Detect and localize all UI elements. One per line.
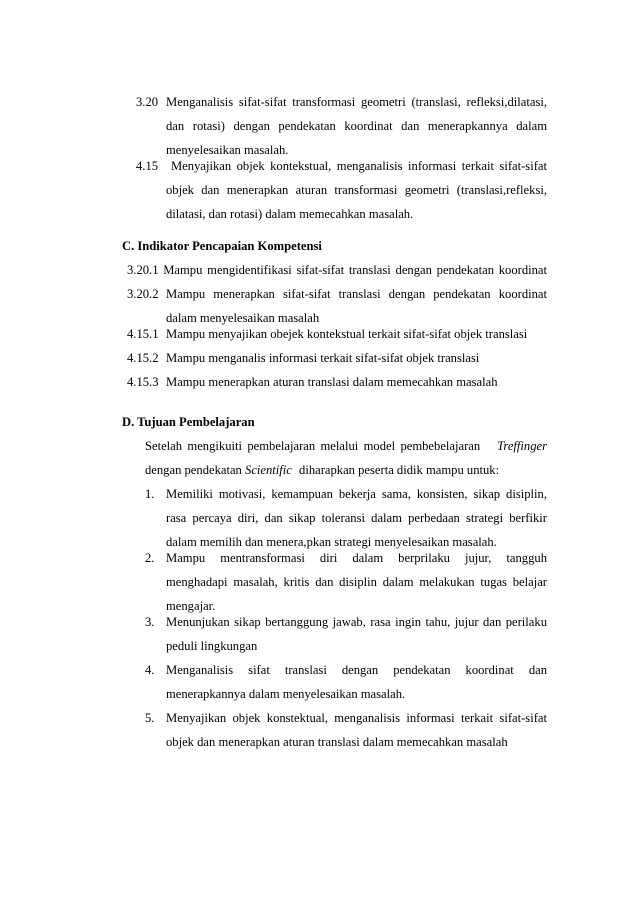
indicator-number: 3.20.2 — [127, 287, 159, 301]
goal-line: dalam memilih dan menera,pkan strategi menyelesaikan masalah. — [166, 535, 497, 549]
goal-line: Menyajikan objek konstektual, menganalisis informasi terkait sifat-sifat — [166, 711, 547, 725]
intro-text: dengan pendekatan — [145, 463, 242, 477]
goal-line: Memiliki motivasi, kemampuan bekerja sama, konsisten, sikap disiplin, — [166, 487, 547, 501]
indicator-line: 3.20.1 Mampu mengidentifikasi sifat-sifat translasi dengan pendekatan koordinat — [127, 263, 547, 277]
goal-line: menerapkannya dalam menyelesaikan masalah. — [166, 687, 406, 701]
goal-line: objek dan menerapkan aturan translasi dalam memecahkan masalah — [166, 735, 508, 749]
intro-text: Setelah mengikuiti pembelajaran melalui model pembebelajaran — [145, 439, 481, 453]
indicator-line: Mampu menganalis informasi terkait sifat-sifat objek translasi — [166, 351, 480, 365]
indicator-number: 4.15.3 — [127, 375, 159, 389]
kd-number: 3.20 — [136, 95, 159, 109]
section-heading: C. Indikator Pencapaian Kompetensi — [122, 239, 322, 253]
intro-approach-name: Scientific — [245, 463, 292, 477]
goal-line: mengajar. — [166, 599, 216, 613]
indicator-line: Mampu menerapkan sifat-sifat translasi dengan pendekatan koordinat — [166, 287, 547, 301]
goal-number: 4. — [145, 663, 155, 677]
indicator-line: dalam menyelesaikan masalah — [166, 311, 320, 325]
indicator-number: 4.15.1 — [127, 327, 159, 341]
goal-line: Menganalisis sifat translasi dengan pendekatan koordinat dan — [166, 663, 547, 677]
goal-number: 2. — [145, 551, 155, 565]
section-heading: D. Tujuan Pembelajaran — [122, 415, 255, 429]
intro-line — [145, 462, 499, 478]
intro-model-name: Treffinger — [497, 439, 547, 453]
intro-text: diharapkan peserta didik mampu untuk: — [299, 463, 500, 477]
indicator-line: Mampu menerapkan aturan translasi dalam memecahkan masalah — [166, 375, 498, 389]
goal-line: rasa percaya diri, dan sikap toleransi dalam perbedaan strategi berfikir — [166, 511, 547, 525]
goal-line: menghadapi masalah, kritis dan disiplin dalam melakukan tugas belajar — [166, 575, 547, 589]
kd-text-line: Menyajikan objek kontekstual, menganalisis informasi terkait sifat-sifat — [171, 159, 547, 173]
kd-text-line: Menganalisis sifat-sifat transformasi geometri (translasi, refleksi,dilatasi, — [166, 95, 547, 109]
goal-number: 1. — [145, 487, 155, 501]
goal-line: peduli lingkungan — [166, 639, 258, 653]
kd-text-line: dan rotasi) dengan pendekatan koordinat dan menerapkannya dalam — [166, 119, 547, 133]
kd-text-line: menyelesaikan masalah. — [166, 143, 289, 157]
goal-line: Mampu mentransformasi diri dalam berprilaku jujur, tangguh — [166, 551, 547, 565]
goal-number: 3. — [145, 615, 155, 629]
goal-line: Menunjukan sikap bertanggung jawab, rasa ingin tahu, jujur dan perilaku — [166, 615, 547, 629]
indicator-line: Mampu menyajikan obejek kontekstual terkait sifat-sifat objek translasi — [166, 327, 528, 341]
goal-number: 5. — [145, 711, 155, 725]
kd-number: 4.15 — [136, 159, 159, 173]
kd-text-line: dilatasi, dan rotasi) dalam memecahkan masalah. — [166, 207, 414, 221]
intro-line — [145, 438, 547, 454]
kd-text-line: objek dan menerapkan aturan transformasi geometri (translasi,refleksi, — [166, 183, 547, 197]
indicator-number: 4.15.2 — [127, 351, 159, 365]
